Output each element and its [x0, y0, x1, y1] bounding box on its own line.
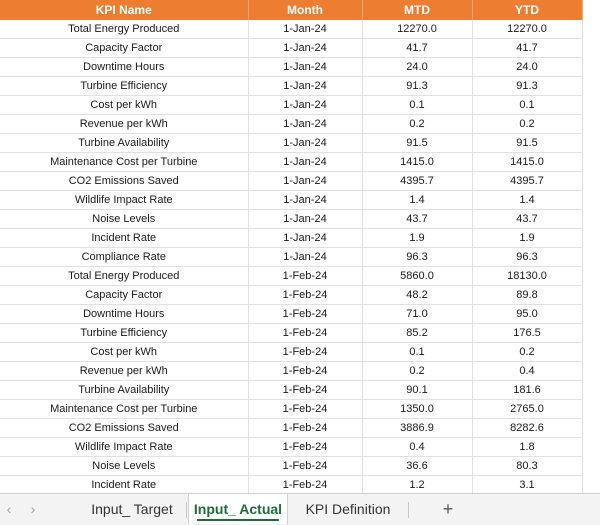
cell-month[interactable]: 1-Feb-24 [248, 419, 362, 438]
cell-ytd[interactable]: 0.4 [472, 362, 582, 381]
table-row [0, 191, 582, 210]
cell-kpi-name[interactable]: Incident Rate [0, 229, 248, 248]
table-row [0, 210, 582, 229]
cell-month[interactable]: 1-Jan-24 [248, 210, 362, 229]
header-ytd[interactable]: YTD [472, 0, 582, 20]
cell-month[interactable]: 1-Jan-24 [248, 191, 362, 210]
tab-input-actual-label: Input_ Actual [193, 501, 283, 517]
cell-kpi-name[interactable]: Noise Levels [0, 457, 248, 476]
cell-ytd[interactable]: 24.0 [472, 58, 582, 77]
cell-month[interactable]: 1-Jan-24 [248, 229, 362, 248]
table-row [0, 20, 582, 39]
table-row [0, 153, 582, 172]
cell-ytd[interactable]: 96.3 [472, 248, 582, 267]
cell-kpi-name[interactable]: Compliance Rate [0, 248, 248, 267]
table-row [0, 362, 582, 381]
cell-ytd[interactable]: 2765.0 [472, 400, 582, 419]
cell-mtd[interactable]: 0.1 [362, 96, 472, 115]
cell-month[interactable]: 1-Feb-24 [248, 438, 362, 457]
cell-mtd[interactable]: 1.2 [362, 476, 472, 494]
cell-kpi-name[interactable]: Capacity Factor [0, 286, 248, 305]
cell-kpi-name[interactable]: CO2 Emissions Saved [0, 172, 248, 191]
table-row [0, 305, 582, 324]
table-row [0, 457, 582, 476]
cell-kpi-name[interactable]: Revenue per kWh [0, 115, 248, 134]
table-row [0, 476, 582, 494]
cell-month[interactable]: 1-Feb-24 [248, 476, 362, 494]
table-row [0, 267, 582, 286]
cell-ytd[interactable]: 0.2 [472, 115, 582, 134]
cell-mtd[interactable]: 0.4 [362, 438, 472, 457]
cell-month[interactable]: 1-Jan-24 [248, 172, 362, 191]
table-row [0, 77, 582, 96]
cell-mtd[interactable]: 3886.9 [362, 419, 472, 438]
cell-mtd[interactable]: 36.6 [362, 457, 472, 476]
sheet-tab-bar [0, 493, 600, 525]
cell-kpi-name[interactable]: Downtime Hours [0, 305, 248, 324]
cell-mtd[interactable]: 43.7 [362, 210, 472, 229]
cell-mtd[interactable]: 5860.0 [362, 267, 472, 286]
table-row [0, 419, 582, 438]
tab-separator [408, 502, 409, 518]
cell-ytd[interactable]: 176.5 [472, 324, 582, 343]
cell-month[interactable]: 1-Jan-24 [248, 39, 362, 58]
cell-kpi-name[interactable]: Maintenance Cost per Turbine [0, 153, 248, 172]
cell-ytd[interactable]: 89.8 [472, 286, 582, 305]
cell-kpi-name[interactable]: Revenue per kWh [0, 362, 248, 381]
cell-kpi-name[interactable]: Turbine Availability [0, 381, 248, 400]
cell-ytd[interactable]: 18130.0 [472, 267, 582, 286]
table-row [0, 381, 582, 400]
cell-mtd[interactable]: 96.3 [362, 248, 472, 267]
cell-kpi-name[interactable]: Wildlife Impact Rate [0, 191, 248, 210]
cell-kpi-name[interactable]: Capacity Factor [0, 39, 248, 58]
cell-mtd[interactable]: 0.2 [362, 115, 472, 134]
cell-mtd[interactable]: 1350.0 [362, 400, 472, 419]
cell-kpi-name[interactable]: Downtime Hours [0, 58, 248, 77]
cell-mtd[interactable]: 91.3 [362, 77, 472, 96]
cell-ytd[interactable]: 4395.7 [472, 172, 582, 191]
cell-mtd[interactable]: 41.7 [362, 39, 472, 58]
cell-kpi-name[interactable]: Turbine Availability [0, 134, 248, 153]
cell-month[interactable]: 1-Feb-24 [248, 457, 362, 476]
cell-ytd[interactable]: 181.6 [472, 381, 582, 400]
cell-ytd[interactable]: 1.8 [472, 438, 582, 457]
table-row [0, 438, 582, 457]
table-row [0, 96, 582, 115]
header-month[interactable]: Month [248, 0, 362, 20]
cell-mtd[interactable]: 4395.7 [362, 172, 472, 191]
cell-mtd[interactable]: 91.5 [362, 134, 472, 153]
cell-ytd[interactable]: 0.2 [472, 343, 582, 362]
cell-mtd[interactable]: 1.9 [362, 229, 472, 248]
header-mtd[interactable]: MTD [362, 0, 472, 20]
cell-ytd[interactable]: 1415.0 [472, 153, 582, 172]
table-row [0, 229, 582, 248]
active-tab-underline [197, 519, 279, 521]
table-row [0, 39, 582, 58]
cell-month[interactable]: 1-Feb-24 [248, 343, 362, 362]
cell-ytd[interactable]: 41.7 [472, 39, 582, 58]
tab-input-actual[interactable] [188, 494, 288, 524]
cell-kpi-name[interactable]: CO2 Emissions Saved [0, 419, 248, 438]
cell-month[interactable]: 1-Jan-24 [248, 248, 362, 267]
cell-mtd[interactable]: 1415.0 [362, 153, 472, 172]
cell-month[interactable]: 1-Jan-24 [248, 58, 362, 77]
cell-ytd[interactable]: 80.3 [472, 457, 582, 476]
cell-ytd[interactable]: 91.3 [472, 77, 582, 96]
cell-mtd[interactable]: 24.0 [362, 58, 472, 77]
cell-ytd[interactable]: 3.1 [472, 476, 582, 494]
cell-month[interactable]: 1-Feb-24 [248, 324, 362, 343]
cell-ytd[interactable]: 43.7 [472, 210, 582, 229]
header-row [0, 0, 582, 20]
cell-month[interactable]: 1-Feb-24 [248, 286, 362, 305]
cell-mtd[interactable]: 0.2 [362, 362, 472, 381]
cell-ytd[interactable]: 91.5 [472, 134, 582, 153]
table-row [0, 343, 582, 362]
cell-month[interactable]: 1-Jan-24 [248, 20, 362, 39]
tab-separator [186, 502, 187, 518]
cell-kpi-name[interactable]: Incident Rate [0, 476, 248, 494]
cell-kpi-name[interactable]: Turbine Efficiency [0, 324, 248, 343]
cell-ytd[interactable]: 1.9 [472, 229, 582, 248]
table-row [0, 400, 582, 419]
cell-kpi-name[interactable]: Turbine Efficiency [0, 77, 248, 96]
cell-mtd[interactable]: 71.0 [362, 305, 472, 324]
cell-kpi-name[interactable]: Maintenance Cost per Turbine [0, 400, 248, 419]
table-row [0, 58, 582, 77]
cell-month[interactable]: 1-Feb-24 [248, 381, 362, 400]
cell-mtd[interactable]: 1.4 [362, 191, 472, 210]
table-row [0, 248, 582, 267]
cell-mtd[interactable]: 12270.0 [362, 20, 472, 39]
cell-ytd[interactable]: 12270.0 [472, 20, 582, 39]
cell-kpi-name[interactable]: Cost per kWh [0, 343, 248, 362]
header-kpi-name[interactable]: KPI Name [0, 0, 248, 20]
cell-kpi-name[interactable]: Total Energy Produced [0, 20, 248, 39]
table-row [0, 115, 582, 134]
cell-month[interactable]: 1-Jan-24 [248, 115, 362, 134]
cell-kpi-name[interactable]: Noise Levels [0, 210, 248, 229]
add-sheet-button[interactable]: + [442, 499, 454, 519]
chevron-left-icon[interactable]: ‹ [6, 501, 12, 517]
cell-month[interactable]: 1-Feb-24 [248, 267, 362, 286]
cell-mtd[interactable]: 48.2 [362, 286, 472, 305]
cell-ytd[interactable]: 1.4 [472, 191, 582, 210]
cell-month[interactable]: 1-Jan-24 [248, 77, 362, 96]
table-row [0, 172, 582, 191]
cell-mtd[interactable]: 90.1 [362, 381, 472, 400]
cell-ytd[interactable]: 8282.6 [472, 419, 582, 438]
table-row [0, 134, 582, 153]
cell-kpi-name[interactable]: Cost per kWh [0, 96, 248, 115]
cell-kpi-name[interactable]: Total Energy Produced [0, 267, 248, 286]
cell-month[interactable]: 1-Jan-24 [248, 134, 362, 153]
cell-kpi-name[interactable]: Wildlife Impact Rate [0, 438, 248, 457]
chevron-right-icon[interactable]: › [30, 501, 36, 517]
table-row [0, 286, 582, 305]
cell-month[interactable]: 1-Jan-24 [248, 153, 362, 172]
cell-month[interactable]: 1-Feb-24 [248, 400, 362, 419]
cell-ytd[interactable]: 0.1 [472, 96, 582, 115]
tab-kpi-definition[interactable]: KPI Definition [305, 501, 391, 517]
cell-mtd[interactable]: 0.1 [362, 343, 472, 362]
cell-month[interactable]: 1-Feb-24 [248, 305, 362, 324]
cell-ytd[interactable]: 95.0 [472, 305, 582, 324]
table-row [0, 324, 582, 343]
cell-month[interactable]: 1-Jan-24 [248, 96, 362, 115]
cell-month[interactable]: 1-Feb-24 [248, 362, 362, 381]
tab-input-target[interactable]: Input_ Target [91, 501, 173, 517]
cell-mtd[interactable]: 85.2 [362, 324, 472, 343]
